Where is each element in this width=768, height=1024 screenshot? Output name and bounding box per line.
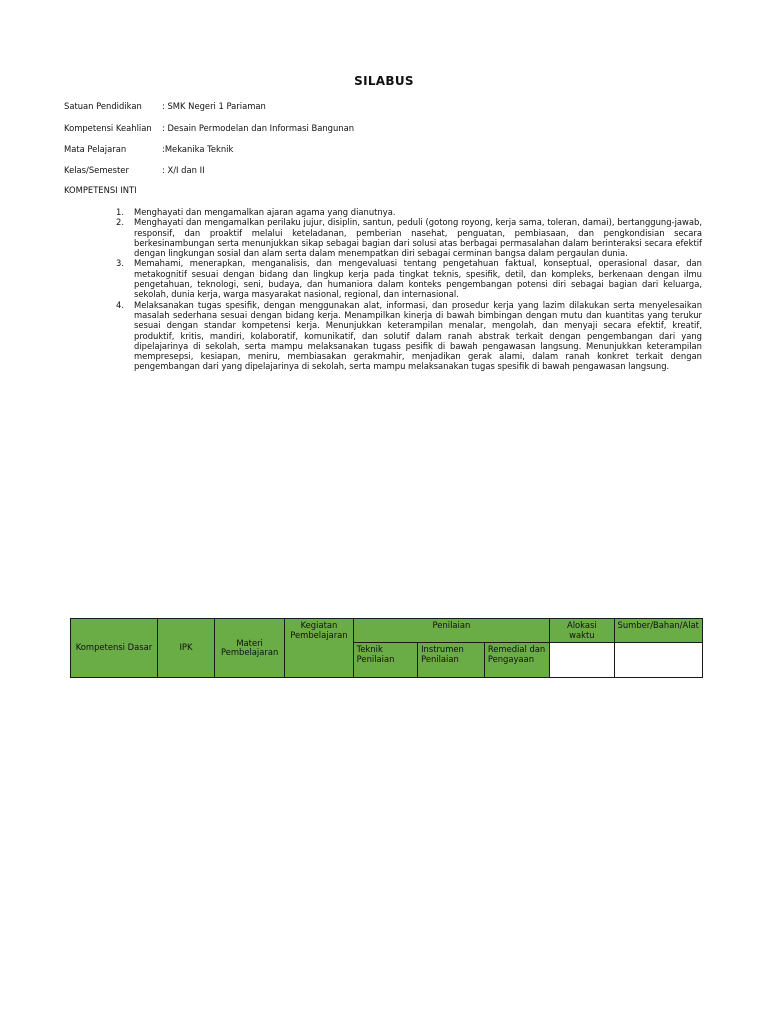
kompetensi-inti-heading: KOMPETENSI INTI bbox=[64, 185, 137, 195]
header-ipk: IPK bbox=[157, 619, 214, 678]
kompetensi-inti-list bbox=[116, 207, 702, 372]
meta-label: Satuan Pendidikan bbox=[64, 101, 142, 111]
list-item bbox=[116, 258, 702, 299]
header-instrumen-penilaian: Instrumen Penilaian bbox=[418, 643, 485, 678]
table-cell-empty bbox=[614, 643, 702, 678]
list-item-number: 4. bbox=[116, 299, 124, 310]
meta-satuan-pendidikan bbox=[64, 101, 266, 111]
meta-label: Kelas/Semester bbox=[64, 165, 129, 175]
table-cell-empty bbox=[550, 643, 614, 678]
list-item bbox=[116, 300, 702, 372]
list-item-number: 3. bbox=[116, 258, 124, 269]
list-item-text: Menghayati dan mengamalkan perilaku jujur, disiplin, santun, peduli (gotong royong, kerja sama, toleran, damai), bertanggung-jawab, responsif, dan proaktif melalui keteladanan, pemberian nasehat, penguatan, pembiasaan, dan pengkondisian secara berkesinambungan serta menunjukkan sikap sebagai bagian dari solusi atas berbagai permasalahan dalam berinteraksi secara efektif dengan lingkungan sosial dan alam serta dalam menempatkan diri sebagai cerminan bangsa dalam pergaulan dunia. bbox=[134, 217, 702, 259]
meta-value: : X/I dan II bbox=[162, 165, 205, 175]
header-alokasi-waktu: Alokasi waktu bbox=[550, 619, 614, 643]
header-sumber-bahan-alat: Sumber/Bahan/Alat bbox=[614, 619, 702, 643]
meta-label: Kompetensi Keahlian bbox=[64, 123, 152, 133]
list-item-text: Melaksanakan tugas spesifik, dengan menggunakan alat, informasi, dan prosedur kerja yang lazim dilakukan serta menyelesaikan masalah sederhana sesuai dengan bidang kerja. Menampilkan kinerja di bawah bimbingan dengan mutu dan kuantitas yang terukur sesuai dengan standar kompetensi kerja. Menunjukkan keterampilan menalar, mengolah, dan menyaji secara efektif, kreatif, produktif, kritis, mandiri, kolaboratif, komunikatif, dan solutif dalam ranah abstrak terkait dengan pengembangan dari yang dipelajarinya di sekolah, serta mampu melaksanakan tugass pesifik di bawah pengawasan langsung. Menunjukkan keterampilan mempresepsi, kesiapan, meniru, membiasakan gerakmahir, menjadikan gerak alami, dalam ranah konkret terkait dengan pengembangan dari yang dipelajarinya di sekolah, serta mampu melaksanakan tugas spesifik di bawah pengawasan langsung. bbox=[134, 299, 702, 372]
list-item bbox=[116, 217, 702, 258]
meta-value: : Desain Permodelan dan Informasi Bangunan bbox=[162, 123, 355, 133]
list-item-number: 2. bbox=[116, 217, 124, 228]
header-kegiatan-pembelajaran: Kegiatan Pembelajaran bbox=[285, 619, 353, 678]
meta-label: Mata Pelajaran bbox=[64, 144, 127, 154]
meta-kompetensi-keahlian bbox=[64, 123, 354, 133]
meta-mata-pelajaran bbox=[64, 144, 233, 154]
header-materi-pembelajaran: Materi Pembelajaran bbox=[215, 619, 285, 678]
list-item bbox=[116, 207, 702, 217]
meta-kelas-semester bbox=[64, 165, 205, 175]
list-item-number: 1. bbox=[116, 207, 124, 217]
header-remedial-pengayaan: Remedial dan Pengayaan bbox=[484, 643, 549, 678]
meta-value: :Mekanika Teknik bbox=[162, 144, 234, 154]
header-kompetensi-dasar: Kompetensi Dasar bbox=[71, 619, 158, 678]
header-penilaian: Penilaian bbox=[353, 619, 550, 643]
page-title: SILABUS bbox=[354, 74, 414, 88]
list-item-text: Menghayati dan mengamalkan ajaran agama yang dianutnya. bbox=[134, 207, 396, 217]
header-teknik-penilaian: Teknik Penilaian bbox=[353, 643, 417, 678]
silabus-table bbox=[70, 618, 703, 678]
list-item-text: Memahami, menerapkan, menganalisis, dan mengevaluasi tentang pengetahuan faktual, konseptual, operasional dasar, dan metakognitif sesuai dengan bidang dan lingkup kerja pada tingkat teknis, spesifik, detil, dan kompleks, berkenaan dengan ilmu pengetahuan, teknologi, seni, budaya, dan humaniora dalam konteks pengembangan potensi diri sebagai bagian dari keluarga, sekolah, dunia kerja, warga masyarakat nasional, regional, dan internasional. bbox=[134, 258, 702, 300]
meta-value: : SMK Negeri 1 Pariaman bbox=[162, 101, 266, 111]
